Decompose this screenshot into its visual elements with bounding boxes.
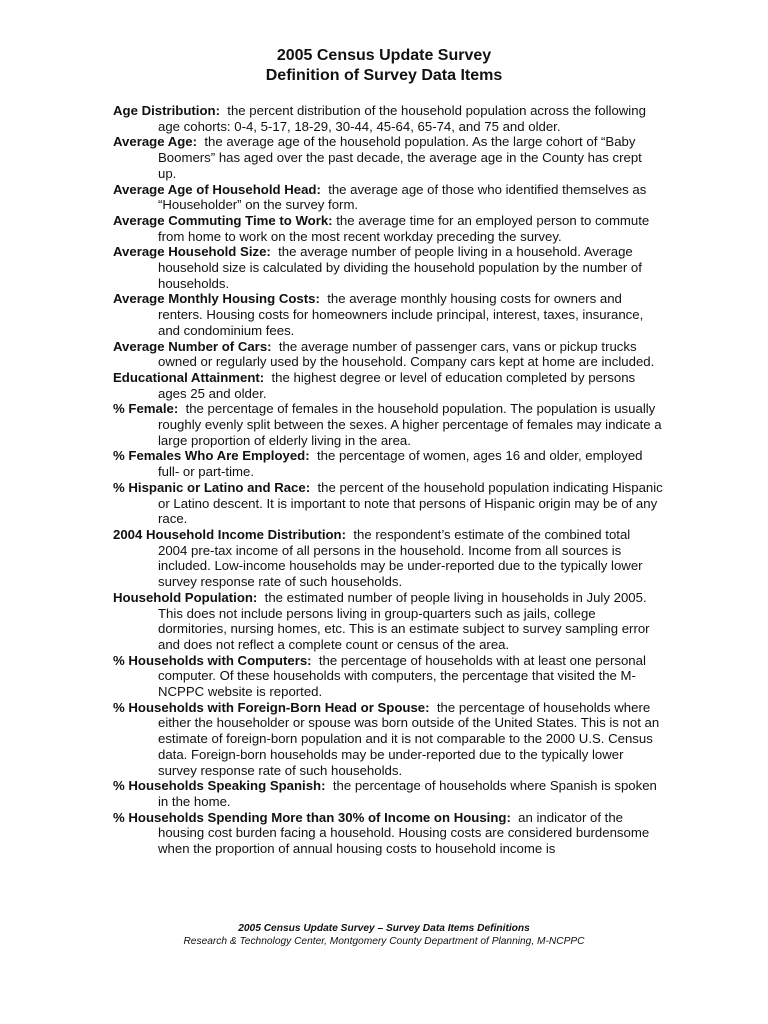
definition-households-housing-burden: [113, 810, 663, 857]
definition-term: Average Monthly Housing Costs:: [113, 291, 320, 307]
definition-text: the respondent’s estimate of the combined total 2004 pre-tax income of all persons in the household. Income from all sources is included. Low-income households may be under-reported due to the typically lower survey response rate of such households.: [158, 526, 643, 590]
definition-average-household-size: [113, 244, 663, 291]
definition-text: the percentage of households with at least one personal computer. Of these households with computers, the percentage that visited the M-NCPPC website is reported.: [158, 652, 646, 700]
definition-average-commuting-time: [113, 213, 663, 244]
definition-text: the percentage of households where Spanish is spoken in the home.: [158, 778, 657, 809]
definition-text: the average number of passenger cars, vans or pickup trucks owned or regularly used by the household. Company cars kept at home are included.: [158, 338, 655, 370]
definition-term: Average Number of Cars:: [113, 338, 272, 354]
definition-term: % Hispanic or Latino and Race:: [113, 479, 311, 495]
definition-age-distribution: [113, 103, 663, 134]
definition-term: % Households Spending More than 30% of Income on Housing:: [113, 809, 511, 825]
page-subtitle: Definition of Survey Data Items: [265, 67, 503, 84]
definition-term: Average Age of Household Head:: [113, 181, 321, 197]
footer-title: 2005 Census Update Survey – Survey Data Items Definitions: [238, 923, 530, 934]
definition-text: the percentage of females in the household population. The population is usually roughly evenly split between the sexes. A higher percentage of females may indicate a large proportion of elderly living in the area.: [158, 401, 662, 448]
definition-term: % Households with Foreign-Born Head or Spouse:: [113, 699, 430, 715]
definition-term: Educational Attainment:: [113, 369, 265, 385]
definition-average-monthly-housing-costs: [113, 291, 663, 338]
definition-text: the average number of people living in a household. Average household size is calculated by dividing the household population by the number of households.: [158, 244, 642, 291]
definition-text: the highest degree or level of education completed by persons ages 25 and older.: [158, 369, 636, 401]
definition-term: Age Distribution:: [113, 103, 220, 118]
footer-credit: Research & Technology Center, Montgomery County Department of Planning, M-NCPPC: [183, 936, 585, 947]
definition-term: 2004 Household Income Distribution:: [113, 526, 347, 542]
definition-percent-female: [113, 401, 663, 448]
definition-household-income-distribution: [113, 527, 663, 590]
definition-term: Average Age:: [113, 134, 198, 150]
definition-average-age-household-head: [113, 182, 663, 213]
definition-text: an indicator of the housing cost burden facing a household. Housing costs are considered burdensome when the proportion of annual housing costs to household income is: [158, 809, 650, 857]
definition-term: % Females Who Are Employed:: [113, 448, 310, 464]
definition-average-age: [113, 134, 663, 181]
definition-text: the estimated number of people living in households in July 2005. This does not include persons living in group-quarters such as jails, college dormitories, nursing homes, etc. This is an estimate subject to survey sampling error and does not reflect a complete count or census of the area.: [158, 589, 650, 652]
definitions-list: [113, 103, 663, 857]
definition-text: the average age of the household population. As the large cohort of “Baby Boomers” has aged over the past decade, the average age in the County has crept up.: [158, 134, 642, 181]
definition-term: % Households with Computers:: [113, 652, 312, 668]
definition-text: the average monthly housing costs for owners and renters. Housing costs for homeowners include principal, interest, taxes, insurance, and condominium fees.: [158, 291, 644, 338]
definition-term: Average Household Size:: [113, 244, 271, 260]
definition-text: the average time for an employed person to commute from home to work on the most recent workday preceding the survey.: [158, 212, 650, 244]
definition-households-with-computers: [113, 653, 663, 700]
definition-hispanic-latino-race: [113, 480, 663, 527]
definition-text: the percent of the household population indicating Hispanic or Latino descent. It is important to note that persons of Hispanic origin may be of any race.: [158, 479, 663, 527]
definition-text: the percentage of women, ages 16 and older, employed full- or part-time.: [158, 448, 643, 480]
definition-term: % Female:: [113, 401, 179, 417]
definition-households-speaking-spanish: [113, 778, 663, 809]
definition-text: the average age of those who identified themselves as “Householder” on the survey form.: [158, 181, 647, 213]
definition-term: Household Population:: [113, 589, 258, 605]
definition-text: the percentage of households where either the householder or spouse was born outside of the United States. This is not an estimate of foreign-born population and it is not comparable to the 2000 U.S. Census data. Foreign-born households may be under-reported due to the typically lower survey response rate of such households.: [158, 699, 660, 778]
title-block: [0, 46, 768, 86]
definition-text: the percent distribution of the household population across the following age cohorts: 0-4, 5-17, 18-29, 30-44, 45-64, 65-74, and 75 and older.: [158, 103, 646, 134]
page-title: 2005 Census Update Survey: [276, 47, 492, 64]
definition-average-number-of-cars: [113, 339, 663, 370]
definition-term: Average Commuting Time to Work:: [113, 212, 333, 228]
definition-household-population: [113, 590, 663, 653]
definition-term: % Households Speaking Spanish:: [113, 778, 326, 794]
definition-females-employed: [113, 448, 663, 479]
definition-households-foreign-born: [113, 700, 663, 779]
page-footer: [0, 922, 768, 948]
definition-educational-attainment: [113, 370, 663, 401]
